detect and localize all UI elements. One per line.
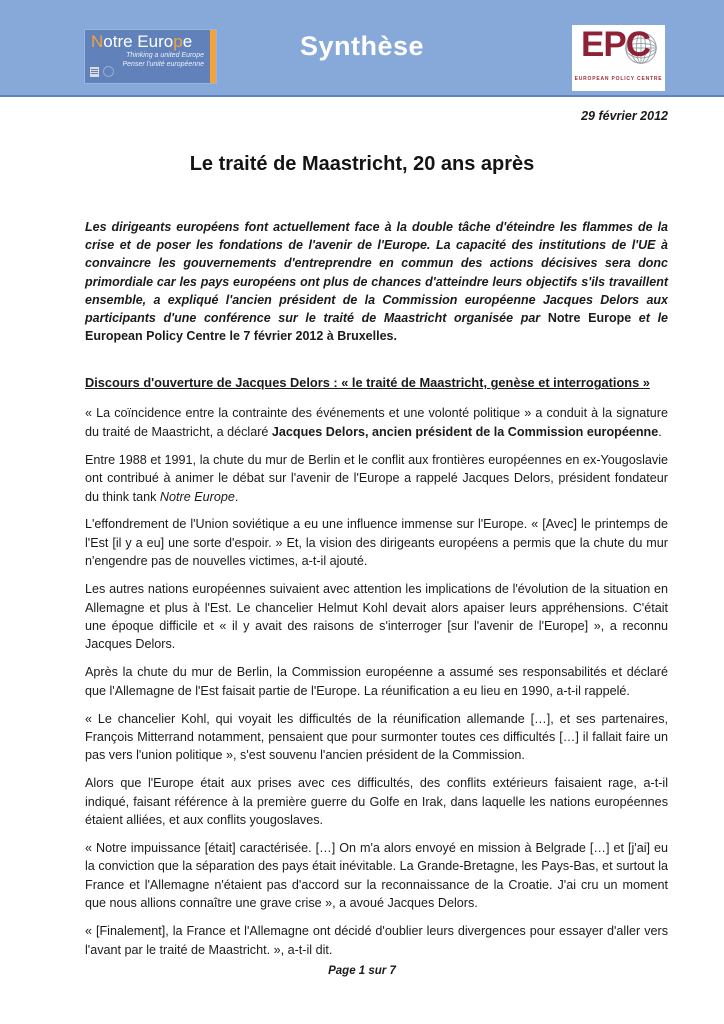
paragraph	[85, 580, 668, 654]
text-run: Après la chute du mur de Berlin, la Commission européenne a assumé ses responsabilités et déclaré que l'Allemagne de l'Est faisait partie de l'Europe. La réunification a eu lieu en 1990, a-t-il rappelé.	[85, 665, 668, 698]
epc-logo	[572, 25, 665, 91]
content-column	[85, 218, 668, 959]
header-band	[0, 0, 724, 97]
text-run: p	[173, 32, 183, 51]
text-run: otre Euro	[103, 32, 174, 51]
text-run: « Le chancelier Kohl, qui voyait les difficultés de la réunification allemande […], et ses partenaires, François Mitterrand notamment, pensaient que pour surmonter toutes ces difficultés […] il fallait faire un pas vers l'union politique », s'est souvenu l'ancien président de la Commission.	[85, 711, 668, 763]
text-run: « [Finalement], la France et l'Allemagne ont décidé d'oublier leurs divergences pour essayer d'aller vers l'avant par le traité de Maastricht. », a-t-il dit.	[85, 924, 668, 957]
document-date: 29 février 2012	[581, 109, 668, 123]
paragraph	[85, 515, 668, 570]
text-run: et le	[631, 311, 668, 326]
text-run: « La coïncidence entre la contrainte des événements et une volonté politique » a conduit à la signature du traité de Maastricht, a déclaré	[85, 406, 668, 439]
text-run: Entre 1988 et 1991, la chute du mur de Berlin et le conflit aux frontières européennes en ex-Yougoslavie ont contribué à animer le débat sur l'avenir de l'Europe a rappelé Jacques Delors, président fondateur du think tank	[85, 452, 668, 504]
notre-europe-tagline-en: Thinking a united Europe	[126, 52, 204, 59]
text-run: Notre Europe	[159, 489, 235, 504]
document-type-title: Synthèse	[299, 31, 425, 61]
text-run: Alors que l'Europe était aux prises avec ces difficultés, des conflits extérieurs faisaient rage, a-t-il indiqué, faisant référence à la première guerre du Golfe en Irak, dans laquelle les nations européennes étaient alliées, et aux conflits yougoslaves.	[85, 776, 668, 828]
text-run: Jacques Delors, ancien président de la Commission européenne	[271, 424, 659, 439]
text-run: .	[658, 424, 662, 439]
section-heading: Discours d'ouverture de Jacques Delors : « le traité de Maastricht, genèse et interrogations »	[85, 375, 650, 391]
document-icon	[90, 67, 99, 77]
text-run: Les dirigeants européens font actuellement face à la double tâche d'éteindre les flammes de la crise et de poser les fondations de l'avenir de l'Europe. La capacité des institutions de l'UE à convaincre les gouvernements d'entreprendre en commun des actions décisives sera donc primordiale car les pays européens ont plus de chances d'atteindre leurs objectifs s'ils travaillent ensemble, a expliqué l'ancien président de la Commission européenne Jacques Delors aux participants d'une conférence sur le traité de Maastricht organisée par	[85, 220, 668, 326]
paragraph	[85, 710, 668, 765]
paragraph	[85, 774, 668, 829]
text-run: e	[182, 32, 193, 51]
text-run: Les autres nations européennes suivaient avec attention les implications de l'évolution de la situation en Allemagne et plus à l'Est. Le chancelier Helmut Kohl devait alors apaiser leurs appréhensions. C'était une époque difficile et « il y avait des raisons de s'interroger [sur l'avenir de l'Europe] », a reconnu Jacques Delors.	[85, 582, 668, 652]
text-run: N	[91, 32, 104, 51]
text-run: European Policy Centre le 7 février 2012 à Bruxelles.	[85, 329, 397, 344]
page-footer: Page 1 sur 7	[328, 965, 396, 977]
text-run: L'effondrement de l'Union soviétique a eu une influence immense sur l'Europe. « [Avec] le printemps de l'Est [il y a eu] une sorte d'espoir. » Et, la vision des dirigeants européens a permis que la chute du mur n'engendre pas de nouvelles victimes, a-t-il ajouté.	[85, 517, 668, 569]
document-title: Le traité de Maastricht, 20 ans après	[189, 153, 535, 175]
epc-subtitle: EUROPEAN POLICY CENTRE	[574, 76, 663, 82]
text-run: « Notre impuissance [était] caractérisée. […] On m'a alors envoyé en mission à Belgrade […] et [j'ai] eu la conviction que la séparation des pays était inévitable. La Grande-Bretagne, les Pays-Bas, et surtout la France et l'Allemagne n'étaient pas d'accord sur la reconnaissance de la Croatie. J'ai cru un moment que nous allions connaître une grave crise », a avoué Jacques Delors.	[85, 841, 668, 911]
text-run: .	[234, 489, 239, 504]
text-run: Notre Europe	[547, 311, 632, 326]
paragraph	[85, 404, 668, 441]
intro-paragraph	[85, 218, 668, 345]
notre-europe-tagline-fr: Penser l'unité européenne	[122, 60, 204, 68]
paragraph	[85, 922, 668, 959]
paragraph	[85, 451, 668, 506]
epc-acronym: EPC	[581, 25, 650, 64]
circle-icon	[103, 66, 114, 77]
paragraph	[85, 663, 668, 700]
notre-europe-logo-icons	[90, 66, 114, 77]
paragraph	[85, 839, 668, 913]
document-body	[85, 404, 668, 959]
